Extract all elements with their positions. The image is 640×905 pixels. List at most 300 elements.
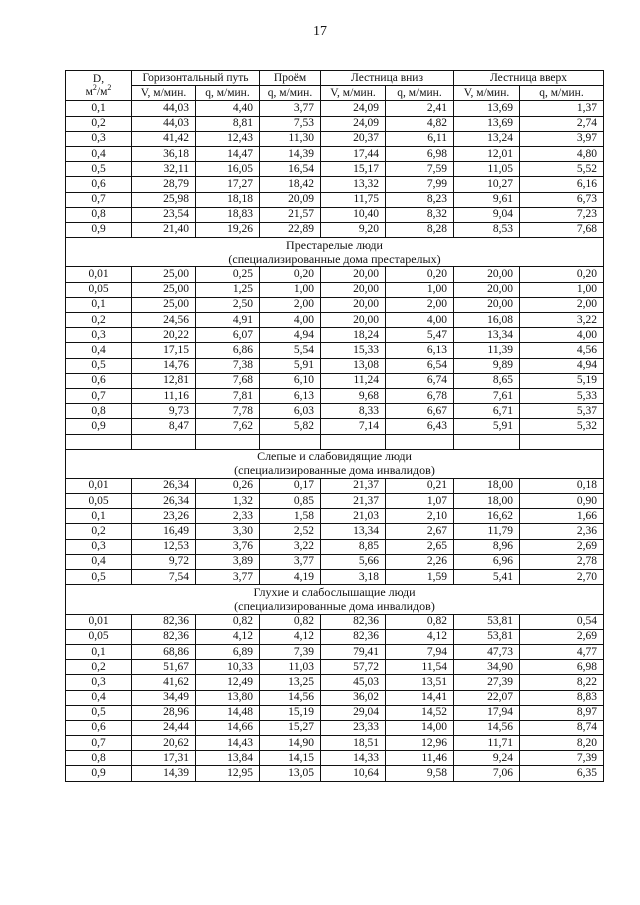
value-cell: 6,54 xyxy=(386,358,454,373)
value-cell: 3,77 xyxy=(196,570,260,585)
density-cell: 0,9 xyxy=(66,419,132,434)
value-cell: 25,00 xyxy=(132,267,196,282)
empty-cell xyxy=(520,434,604,449)
value-cell: 6,10 xyxy=(260,373,321,388)
value-cell: 0,18 xyxy=(520,478,604,493)
value-cell: 2,78 xyxy=(520,554,604,569)
value-cell: 0,17 xyxy=(260,478,321,493)
value-cell: 23,26 xyxy=(132,509,196,524)
value-cell: 14,39 xyxy=(260,146,321,161)
value-cell: 3,76 xyxy=(196,539,260,554)
density-cell: 0,2 xyxy=(66,524,132,539)
table-row xyxy=(66,554,604,569)
table-row xyxy=(66,675,604,690)
table-row xyxy=(66,388,604,403)
value-cell: 20,22 xyxy=(132,328,196,343)
section-subtitle-row xyxy=(66,599,604,614)
value-cell: 21,40 xyxy=(132,222,196,237)
value-cell: 0,82 xyxy=(260,614,321,629)
value-cell: 9,61 xyxy=(454,192,520,207)
value-cell: 6,07 xyxy=(196,328,260,343)
value-cell: 29,04 xyxy=(321,705,386,720)
table-row xyxy=(66,478,604,493)
value-cell: 24,09 xyxy=(321,101,386,116)
value-cell: 26,34 xyxy=(132,494,196,509)
value-cell: 2,26 xyxy=(386,554,454,569)
header-sub: q, м/мин. xyxy=(386,86,454,101)
value-cell: 7,68 xyxy=(520,222,604,237)
value-cell: 15,33 xyxy=(321,343,386,358)
section-title: Слепые и слабовидящие люди xyxy=(66,449,604,464)
value-cell: 9,58 xyxy=(386,766,454,781)
value-cell: 25,98 xyxy=(132,192,196,207)
value-cell: 18,18 xyxy=(196,192,260,207)
value-cell: 20,00 xyxy=(321,313,386,328)
density-cell: 0,2 xyxy=(66,660,132,675)
value-cell: 7,14 xyxy=(321,419,386,434)
density-cell: 0,8 xyxy=(66,751,132,766)
value-cell: 16,08 xyxy=(454,313,520,328)
value-cell: 6,13 xyxy=(386,343,454,358)
value-cell: 11,30 xyxy=(260,131,321,146)
value-cell: 8,96 xyxy=(454,539,520,554)
value-cell: 5,91 xyxy=(260,358,321,373)
value-cell: 1,32 xyxy=(196,494,260,509)
value-cell: 4,91 xyxy=(196,313,260,328)
value-cell: 8,81 xyxy=(196,116,260,131)
section-title: Глухие и слабослышащие люди xyxy=(66,585,604,600)
value-cell: 7,06 xyxy=(454,766,520,781)
movement-parameters-table xyxy=(65,70,604,782)
value-cell: 3,22 xyxy=(260,539,321,554)
value-cell: 45,03 xyxy=(321,675,386,690)
header-density xyxy=(66,71,132,101)
value-cell: 18,00 xyxy=(454,478,520,493)
value-cell: 3,97 xyxy=(520,131,604,146)
table-row xyxy=(66,313,604,328)
density-cell: 0,05 xyxy=(66,629,132,644)
value-cell: 13,08 xyxy=(321,358,386,373)
value-cell: 7,68 xyxy=(196,373,260,388)
value-cell: 1,25 xyxy=(196,282,260,297)
value-cell: 11,54 xyxy=(386,660,454,675)
value-cell: 3,22 xyxy=(520,313,604,328)
value-cell: 12,95 xyxy=(196,766,260,781)
value-cell: 0,82 xyxy=(386,614,454,629)
value-cell: 57,72 xyxy=(321,660,386,675)
density-cell: 0,01 xyxy=(66,478,132,493)
value-cell: 8,74 xyxy=(520,720,604,735)
table-row xyxy=(66,644,604,659)
value-cell: 6,89 xyxy=(196,644,260,659)
value-cell: 8,85 xyxy=(321,539,386,554)
value-cell: 2,50 xyxy=(196,297,260,312)
table-row xyxy=(66,690,604,705)
section-title-row xyxy=(66,585,604,600)
value-cell: 20,00 xyxy=(454,267,520,282)
value-cell: 1,66 xyxy=(520,509,604,524)
density-cell: 0,6 xyxy=(66,177,132,192)
density-cell: 0,3 xyxy=(66,675,132,690)
value-cell: 4,12 xyxy=(386,629,454,644)
value-cell: 5,52 xyxy=(520,162,604,177)
value-cell: 9,20 xyxy=(321,222,386,237)
empty-cell xyxy=(260,434,321,449)
value-cell: 26,34 xyxy=(132,478,196,493)
table-row xyxy=(66,328,604,343)
value-cell: 14,56 xyxy=(454,720,520,735)
value-cell: 2,52 xyxy=(260,524,321,539)
value-cell: 82,36 xyxy=(132,614,196,629)
density-cell: 0,05 xyxy=(66,282,132,297)
value-cell: 17,44 xyxy=(321,146,386,161)
value-cell: 6,98 xyxy=(520,660,604,675)
value-cell: 10,27 xyxy=(454,177,520,192)
value-cell: 7,38 xyxy=(196,358,260,373)
value-cell: 7,23 xyxy=(520,207,604,222)
value-cell: 16,49 xyxy=(132,524,196,539)
table-row xyxy=(66,116,604,131)
value-cell: 5,82 xyxy=(260,419,321,434)
density-cell: 0,2 xyxy=(66,313,132,328)
value-cell: 44,03 xyxy=(132,116,196,131)
value-cell: 18,00 xyxy=(454,494,520,509)
value-cell: 1,00 xyxy=(386,282,454,297)
value-cell: 1,00 xyxy=(260,282,321,297)
value-cell: 6,16 xyxy=(520,177,604,192)
value-cell: 4,00 xyxy=(386,313,454,328)
density-cell: 0,8 xyxy=(66,207,132,222)
value-cell: 36,02 xyxy=(321,690,386,705)
header-group-opening: Проём xyxy=(260,71,321,86)
value-cell: 13,24 xyxy=(454,131,520,146)
empty-cell xyxy=(196,434,260,449)
value-cell: 6,11 xyxy=(386,131,454,146)
value-cell: 6,13 xyxy=(260,388,321,403)
value-cell: 13,25 xyxy=(260,675,321,690)
density-cell: 0,6 xyxy=(66,373,132,388)
value-cell: 6,73 xyxy=(520,192,604,207)
value-cell: 6,96 xyxy=(454,554,520,569)
value-cell: 5,47 xyxy=(386,328,454,343)
value-cell: 9,72 xyxy=(132,554,196,569)
density-cell: 0,3 xyxy=(66,328,132,343)
value-cell: 8,53 xyxy=(454,222,520,237)
value-cell: 6,35 xyxy=(520,766,604,781)
value-cell: 13,34 xyxy=(454,328,520,343)
table-row xyxy=(66,101,604,116)
value-cell: 10,64 xyxy=(321,766,386,781)
section-title-row xyxy=(66,238,604,253)
value-cell: 15,27 xyxy=(260,720,321,735)
table-row xyxy=(66,282,604,297)
density-cell: 0,01 xyxy=(66,614,132,629)
value-cell: 8,28 xyxy=(386,222,454,237)
table-row xyxy=(66,297,604,312)
value-cell: 3,30 xyxy=(196,524,260,539)
table-row xyxy=(66,358,604,373)
value-cell: 4,77 xyxy=(520,644,604,659)
value-cell: 8,65 xyxy=(454,373,520,388)
value-cell: 13,69 xyxy=(454,116,520,131)
value-cell: 18,83 xyxy=(196,207,260,222)
value-cell: 34,49 xyxy=(132,690,196,705)
empty-cell xyxy=(321,434,386,449)
table-row xyxy=(66,267,604,282)
value-cell: 21,57 xyxy=(260,207,321,222)
table-row xyxy=(66,162,604,177)
value-cell: 7,53 xyxy=(260,116,321,131)
empty-cell xyxy=(66,434,132,449)
value-cell: 9,24 xyxy=(454,751,520,766)
table-row xyxy=(66,539,604,554)
value-cell: 15,19 xyxy=(260,705,321,720)
value-cell: 24,44 xyxy=(132,720,196,735)
value-cell: 28,96 xyxy=(132,705,196,720)
value-cell: 11,71 xyxy=(454,736,520,751)
table-row xyxy=(66,494,604,509)
value-cell: 10,33 xyxy=(196,660,260,675)
density-cell: 0,3 xyxy=(66,131,132,146)
value-cell: 28,79 xyxy=(132,177,196,192)
table-row xyxy=(66,736,604,751)
density-cell: 0,3 xyxy=(66,539,132,554)
value-cell: 11,05 xyxy=(454,162,520,177)
density-cell: 0,5 xyxy=(66,570,132,585)
header-row-units xyxy=(66,86,604,101)
value-cell: 22,89 xyxy=(260,222,321,237)
value-cell: 13,05 xyxy=(260,766,321,781)
value-cell: 12,01 xyxy=(454,146,520,161)
value-cell: 2,67 xyxy=(386,524,454,539)
value-cell: 6,74 xyxy=(386,373,454,388)
table-row xyxy=(66,705,604,720)
value-cell: 4,12 xyxy=(196,629,260,644)
value-cell: 68,86 xyxy=(132,644,196,659)
value-cell: 41,62 xyxy=(132,675,196,690)
table-row xyxy=(66,343,604,358)
value-cell: 7,81 xyxy=(196,388,260,403)
header-sub: q, м/мин. xyxy=(520,86,604,101)
density-cell: 0,8 xyxy=(66,404,132,419)
value-cell: 20,62 xyxy=(132,736,196,751)
value-cell: 13,69 xyxy=(454,101,520,116)
density-cell: 0,1 xyxy=(66,297,132,312)
value-cell: 0,90 xyxy=(520,494,604,509)
value-cell: 19,26 xyxy=(196,222,260,237)
value-cell: 8,23 xyxy=(386,192,454,207)
value-cell: 4,40 xyxy=(196,101,260,116)
value-cell: 53,81 xyxy=(454,629,520,644)
section-subtitle-row xyxy=(66,252,604,267)
section-subtitle: (специализированные дома инвалидов) xyxy=(66,599,604,614)
value-cell: 5,54 xyxy=(260,343,321,358)
value-cell: 15,17 xyxy=(321,162,386,177)
value-cell: 14,48 xyxy=(196,705,260,720)
value-cell: 20,00 xyxy=(321,282,386,297)
value-cell: 9,68 xyxy=(321,388,386,403)
value-cell: 11,75 xyxy=(321,192,386,207)
value-cell: 4,19 xyxy=(260,570,321,585)
value-cell: 9,04 xyxy=(454,207,520,222)
value-cell: 36,18 xyxy=(132,146,196,161)
value-cell: 14,43 xyxy=(196,736,260,751)
value-cell: 7,39 xyxy=(520,751,604,766)
density-cell: 0,4 xyxy=(66,554,132,569)
density-cell: 0,7 xyxy=(66,388,132,403)
value-cell: 82,36 xyxy=(132,629,196,644)
value-cell: 1,07 xyxy=(386,494,454,509)
page-number: 17 xyxy=(313,24,327,39)
value-cell: 79,41 xyxy=(321,644,386,659)
spacer-row xyxy=(66,434,604,449)
value-cell: 7,61 xyxy=(454,388,520,403)
value-cell: 8,97 xyxy=(520,705,604,720)
value-cell: 0,85 xyxy=(260,494,321,509)
value-cell: 23,33 xyxy=(321,720,386,735)
value-cell: 5,91 xyxy=(454,419,520,434)
table-row xyxy=(66,614,604,629)
value-cell: 4,82 xyxy=(386,116,454,131)
density-cell: 0,1 xyxy=(66,509,132,524)
value-cell: 14,52 xyxy=(386,705,454,720)
value-cell: 6,78 xyxy=(386,388,454,403)
value-cell: 47,73 xyxy=(454,644,520,659)
value-cell: 21,37 xyxy=(321,478,386,493)
value-cell: 0,20 xyxy=(386,267,454,282)
header-sub: V, м/мин. xyxy=(321,86,386,101)
value-cell: 14,66 xyxy=(196,720,260,735)
header-group-horizontal: Горизонтальный путь xyxy=(132,71,260,86)
density-cell: 0,6 xyxy=(66,720,132,735)
header-group-stairs-down: Лестница вниз xyxy=(321,71,454,86)
table-row xyxy=(66,131,604,146)
section-subtitle: (специализированные дома инвалидов) xyxy=(66,464,604,479)
value-cell: 0,26 xyxy=(196,478,260,493)
value-cell: 12,81 xyxy=(132,373,196,388)
value-cell: 3,18 xyxy=(321,570,386,585)
value-cell: 5,41 xyxy=(454,570,520,585)
value-cell: 51,67 xyxy=(132,660,196,675)
table-row xyxy=(66,524,604,539)
value-cell: 5,66 xyxy=(321,554,386,569)
value-cell: 82,36 xyxy=(321,614,386,629)
value-cell: 14,90 xyxy=(260,736,321,751)
value-cell: 7,39 xyxy=(260,644,321,659)
header-sub: V, м/мин. xyxy=(454,86,520,101)
header-row-groups xyxy=(66,71,604,86)
value-cell: 14,39 xyxy=(132,766,196,781)
value-cell: 16,05 xyxy=(196,162,260,177)
value-cell: 25,00 xyxy=(132,297,196,312)
header-sub: q, м/мин. xyxy=(196,86,260,101)
table-row xyxy=(66,570,604,585)
table-row xyxy=(66,373,604,388)
value-cell: 5,37 xyxy=(520,404,604,419)
table-row xyxy=(66,751,604,766)
value-cell: 14,41 xyxy=(386,690,454,705)
value-cell: 1,37 xyxy=(520,101,604,116)
density-cell: 0,01 xyxy=(66,267,132,282)
density-cell: 0,5 xyxy=(66,358,132,373)
section-subtitle: (специализированные дома престарелых) xyxy=(66,252,604,267)
value-cell: 7,99 xyxy=(386,177,454,192)
value-cell: 20,00 xyxy=(321,267,386,282)
value-cell: 14,15 xyxy=(260,751,321,766)
value-cell: 0,82 xyxy=(196,614,260,629)
value-cell: 10,40 xyxy=(321,207,386,222)
density-cell: 0,1 xyxy=(66,644,132,659)
value-cell: 2,10 xyxy=(386,509,454,524)
value-cell: 14,47 xyxy=(196,146,260,161)
section-subtitle-row xyxy=(66,464,604,479)
density-cell: 0,9 xyxy=(66,766,132,781)
value-cell: 2,36 xyxy=(520,524,604,539)
value-cell: 20,00 xyxy=(454,282,520,297)
value-cell: 4,56 xyxy=(520,343,604,358)
value-cell: 4,12 xyxy=(260,629,321,644)
value-cell: 8,83 xyxy=(520,690,604,705)
value-cell: 12,53 xyxy=(132,539,196,554)
value-cell: 2,70 xyxy=(520,570,604,585)
table-row xyxy=(66,222,604,237)
value-cell: 24,56 xyxy=(132,313,196,328)
empty-cell xyxy=(454,434,520,449)
value-cell: 17,31 xyxy=(132,751,196,766)
value-cell: 11,46 xyxy=(386,751,454,766)
value-cell: 4,94 xyxy=(260,328,321,343)
value-cell: 11,39 xyxy=(454,343,520,358)
value-cell: 0,21 xyxy=(386,478,454,493)
value-cell: 16,62 xyxy=(454,509,520,524)
value-cell: 8,33 xyxy=(321,404,386,419)
value-cell: 21,37 xyxy=(321,494,386,509)
value-cell: 6,71 xyxy=(454,404,520,419)
value-cell: 5,33 xyxy=(520,388,604,403)
header-density-label: D, xyxy=(92,72,105,85)
value-cell: 17,27 xyxy=(196,177,260,192)
table-row xyxy=(66,720,604,735)
table-row xyxy=(66,766,604,781)
value-cell: 7,94 xyxy=(386,644,454,659)
value-cell: 2,69 xyxy=(520,539,604,554)
value-cell: 14,76 xyxy=(132,358,196,373)
value-cell: 21,03 xyxy=(321,509,386,524)
value-cell: 4,00 xyxy=(260,313,321,328)
value-cell: 32,11 xyxy=(132,162,196,177)
value-cell: 14,56 xyxy=(260,690,321,705)
value-cell: 13,51 xyxy=(386,675,454,690)
table-row xyxy=(66,207,604,222)
value-cell: 6,03 xyxy=(260,404,321,419)
value-cell: 22,07 xyxy=(454,690,520,705)
value-cell: 7,59 xyxy=(386,162,454,177)
value-cell: 14,00 xyxy=(386,720,454,735)
header-density-unit: $м^2/м^2$ xyxy=(85,82,112,98)
table-row xyxy=(66,660,604,675)
density-cell: 0,4 xyxy=(66,690,132,705)
density-cell: 0,4 xyxy=(66,146,132,161)
header-sub: V, м/мин. xyxy=(132,86,196,101)
table-row xyxy=(66,404,604,419)
value-cell: 7,54 xyxy=(132,570,196,585)
value-cell: 11,03 xyxy=(260,660,321,675)
density-cell: 0,05 xyxy=(66,494,132,509)
value-cell: 11,16 xyxy=(132,388,196,403)
header-group-stairs-up: Лестница вверх xyxy=(454,71,604,86)
value-cell: 18,24 xyxy=(321,328,386,343)
section-title: Престарелые люди xyxy=(66,238,604,253)
